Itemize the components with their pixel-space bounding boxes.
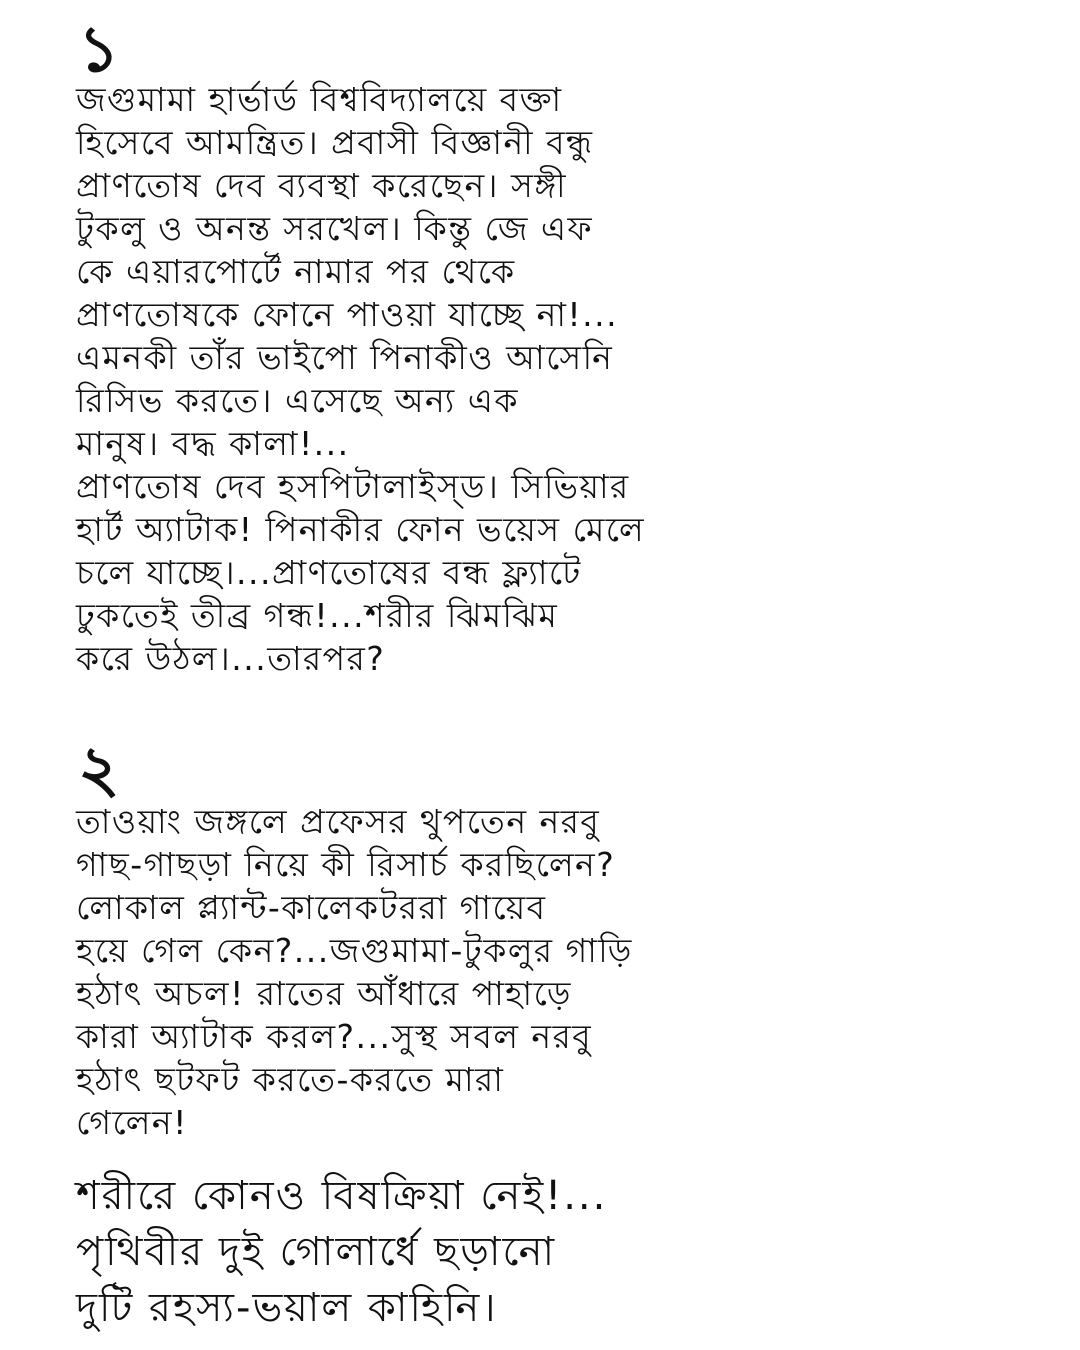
story-2-line: গেলেন! [76,1103,188,1142]
story-1-line: জগুমামা হার্ভার্ড বিশ্ববিদ্যালয়ে বক্তা [76,80,563,119]
story-1-line: করে উঠল।...তারপর? [76,639,386,678]
story-1-line: চলে যাচ্ছে।...প্রাণতোষের বন্ধ ফ্ল্যাটে [76,553,582,592]
story-2-line: কারা অ্যাটাক করল?...সুস্থ সবল নরবু [76,1017,593,1056]
tagline-line: পৃথিবীর দুই গোলার্ধে ছড়ানো [76,1229,557,1275]
story-1-number: ১ [78,13,120,87]
story-1-line: এমনকী তাঁর ভাইপো পিনাকীও আসেনি [76,338,614,377]
story-2-number: ২ [78,733,120,807]
story-2-synopsis [76,800,1006,1144]
story-1-line: ঢুকতেই তীব্র গন্ধ!...শরীর ঝিমঝিম [76,596,559,635]
story-1-line: হিসেবে আমন্ত্রিত। প্রবাসী বিজ্ঞানী বন্ধু [76,123,594,162]
story-1-line: কে এয়ারপোর্টে নামার পর থেকে [76,252,516,291]
story-2-line: গাছ-গাছড়া নিয়ে কী রিসার্চ করছিলেন? [76,845,616,884]
tagline-line: দুটি রহস্য-ভয়াল কাহিনি। [76,1285,498,1331]
story-2-line: হয়ে গেল কেন?...জগুমামা-টুকলুর গাড়ি [76,931,633,970]
story-1-line: প্রাণতোষ দেব ব্যবস্থা করেছেন। সঙ্গী [76,166,568,205]
story-2-line: হঠাৎ ছটফট করতে-করতে মারা [76,1060,505,1099]
tagline-line: শরীরে কোনও বিষক্রিয়া নেই!... [76,1173,608,1219]
story-1-line: হার্ট অ্যাটাক! পিনাকীর ফোন ভয়েস মেলে [76,510,646,549]
story-1-line: মানুষ। বদ্ধ কালা!... [76,424,350,463]
closing-tagline [76,1168,1006,1336]
story-2-line: তাওয়াং জঙ্গলে প্রফেসর থুপতেন নরবু [76,802,601,841]
story-1-synopsis [76,78,1006,680]
story-1-line: প্রাণতোষ দেব হসপিটালাইস্ড। সিভিয়ার [76,467,630,506]
story-2-line: হঠাৎ অচল! রাতের আঁধারে পাহাড়ে [76,974,572,1013]
story-1-line: টুকলু ও অনন্ত সরখেল। কিন্তু জে এফ [76,209,594,248]
story-1-line: রিসিভ করতে। এসেছে অন্য এক [76,381,519,420]
story-2-line: লোকাল প্ল্যান্ট-কালেকটররা গায়েব [76,888,547,927]
story-1-line: প্রাণতোষকে ফোনে পাওয়া যাচ্ছে না!... [76,295,619,334]
